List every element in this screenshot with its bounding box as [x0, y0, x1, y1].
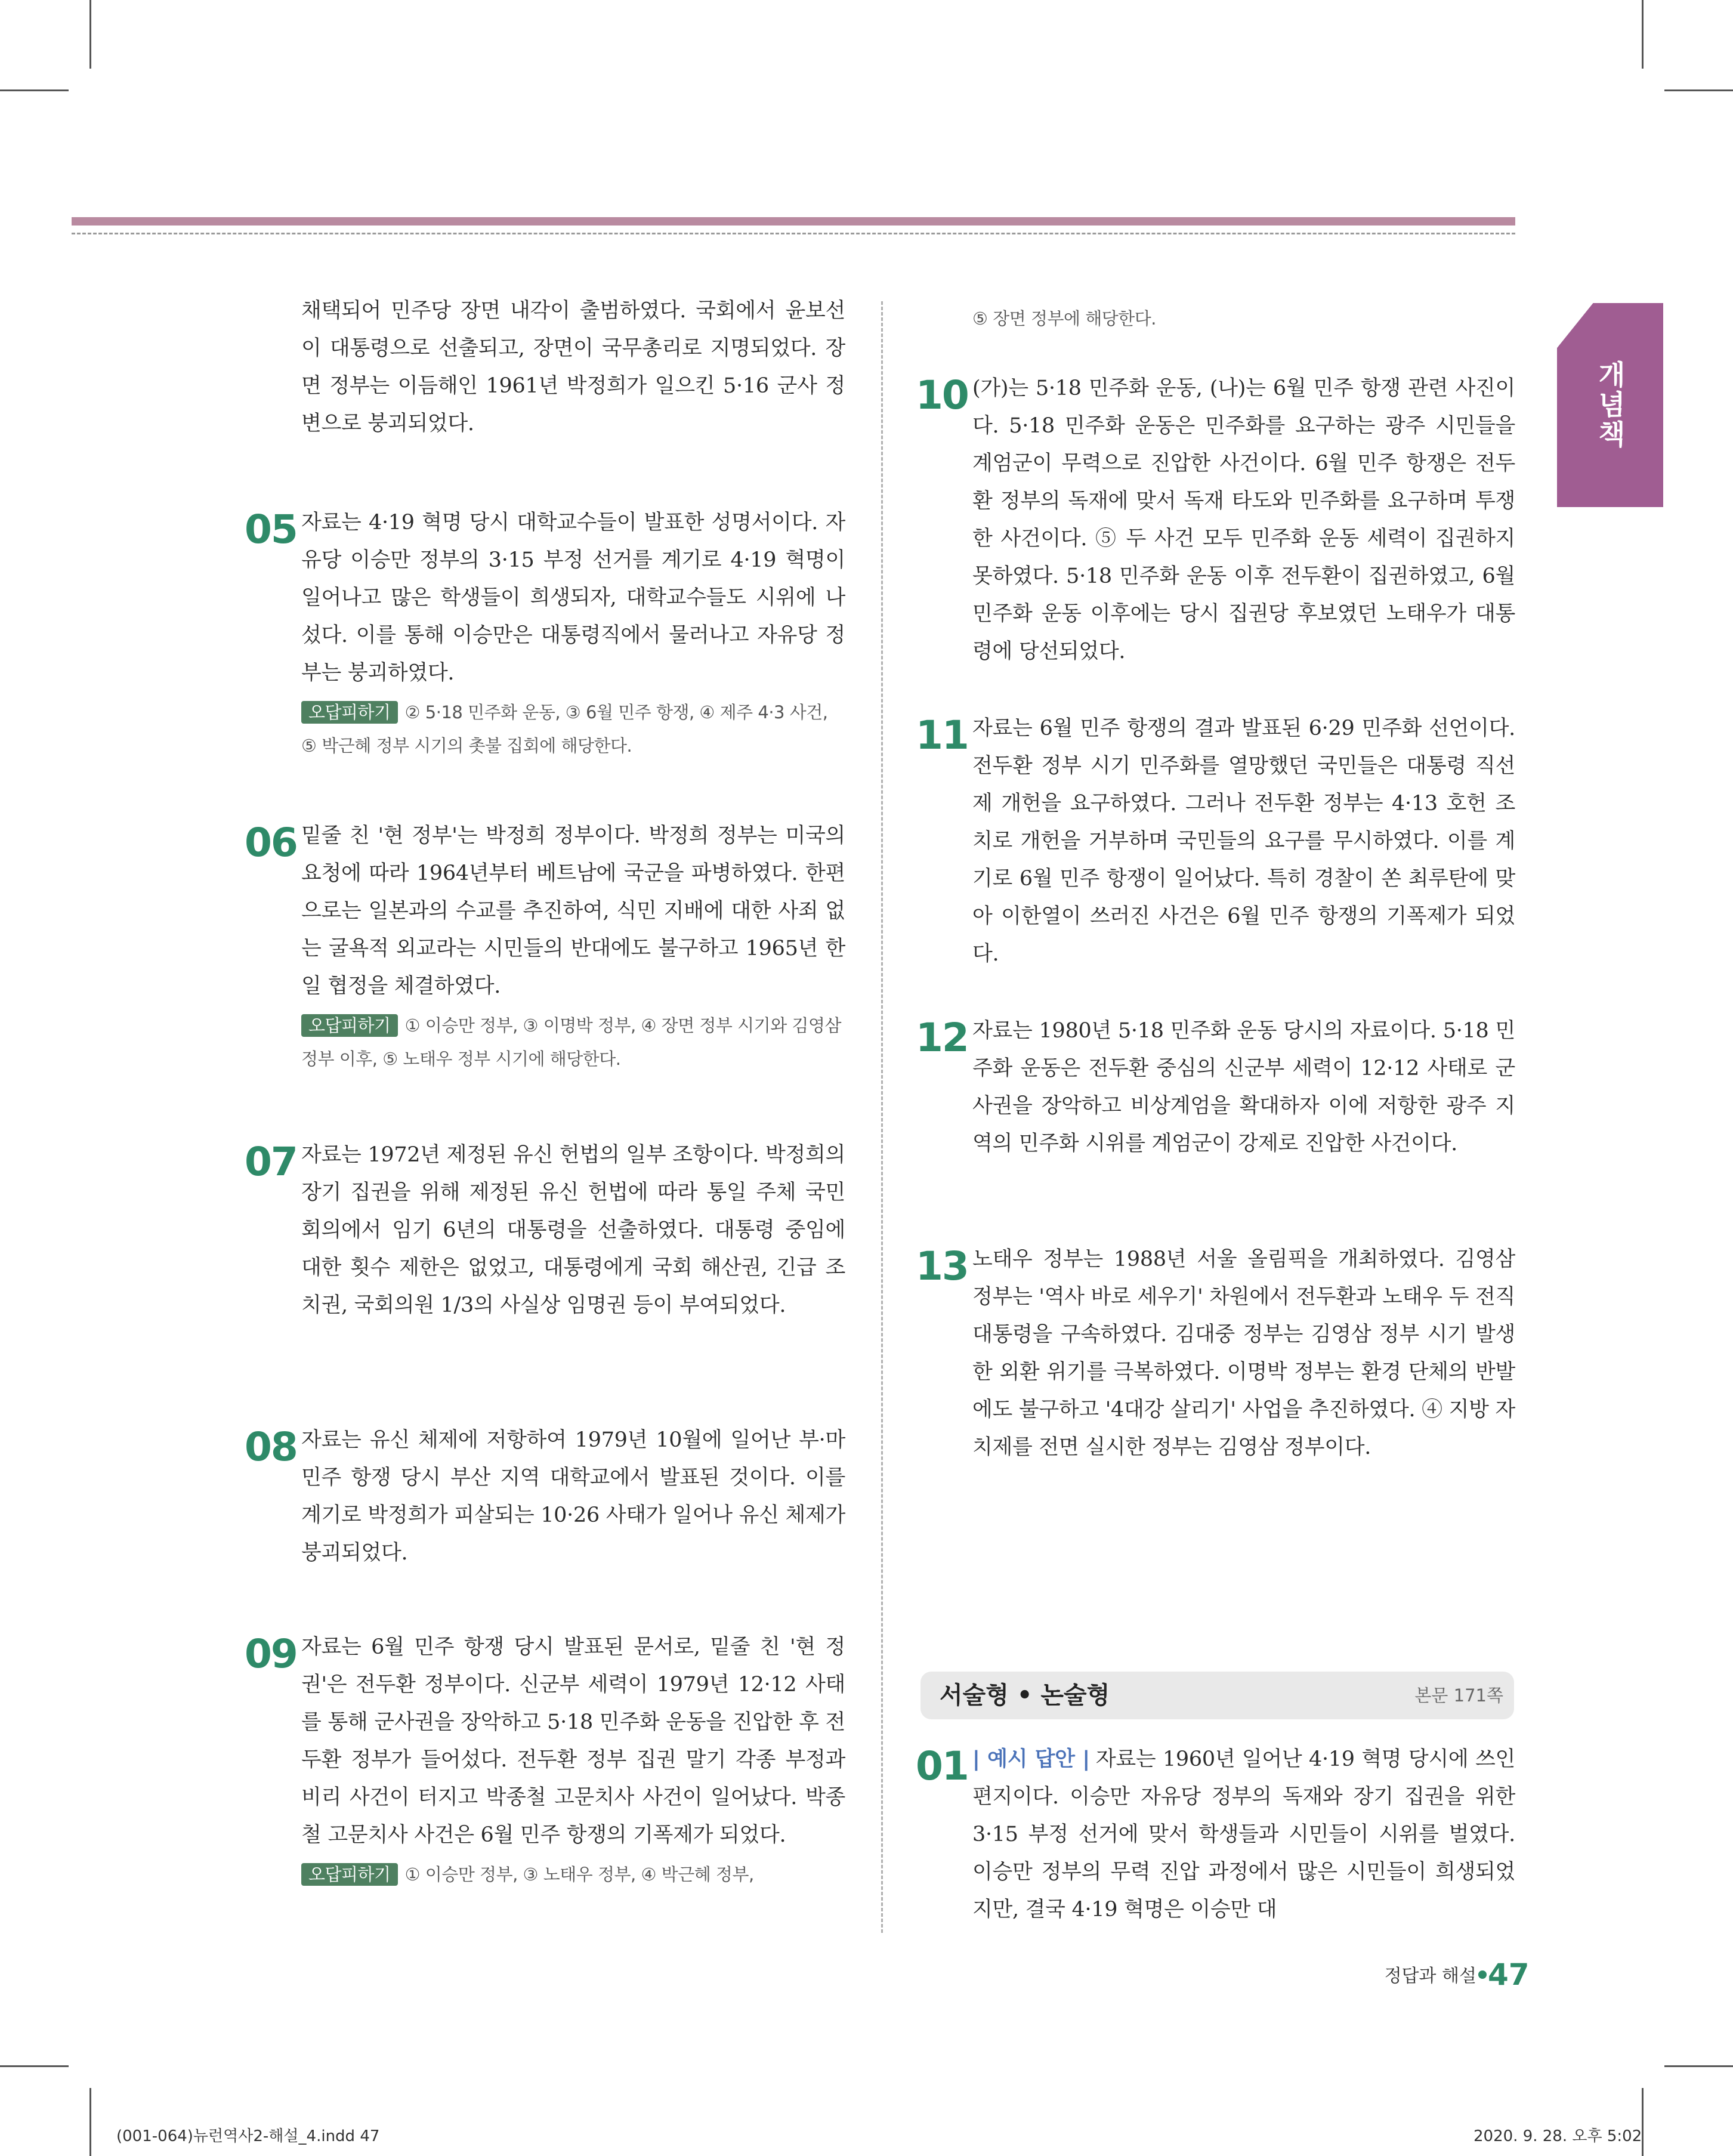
crop-mark — [1642, 0, 1644, 69]
item-text: 자료는 4·19 혁명 당시 대학교수들이 발표한 성명서이다. 자유당 이승만 정부의 3·15 부정 선거를 계기로 4·19 혁명이 일어나고 많은 학생들이 희생되자, 대학교수들도 시위에 나섰다. 이를 통해 이승만은 대통령직에서 물러나고 자유당 정부는 붕괴하였다. — [301, 511, 845, 685]
essay-item-01 — [972, 1741, 1515, 1929]
slug-file-name: (001-064)뉴런역사2-해설_4.indd 47 — [116, 2127, 380, 2145]
tip-block — [301, 696, 845, 762]
answer-item-09 — [301, 1629, 845, 1891]
answer-item-06 — [301, 817, 845, 1076]
tip-badge: 오답피하기 — [301, 701, 398, 724]
tip-text: ① 이승만 정부, ③ 이명박 정부, ④ 장면 정부 시기와 김영삼 정부 이후, ⑤ 노태우 정부 시기에 해당한다. — [301, 1015, 841, 1069]
answer-item-11 — [972, 710, 1515, 973]
tip-text: ① 이승만 정부, ③ 노태우 정부, ④ 박근혜 정부, — [404, 1864, 754, 1885]
header-bar — [72, 217, 1515, 226]
answer-item-13 — [972, 1241, 1515, 1466]
column-divider — [881, 301, 883, 1933]
footer-label: 정답과 해설 — [1384, 1966, 1476, 1987]
item-number: 08 — [245, 1424, 297, 1470]
item-text: 노태우 정부는 1988년 서울 올림픽을 개최하였다. 김영삼 정부는 '역사 바로 세우기' 차원에서 전두환과 노태우 두 전직 대통령을 구속하였다. 김대중 정부는 김영삼 정부 시기 발생한 외환 위기를 극복하였다. 이명박 정부는 환경 단체의 반발에도 불구하고 '4대강 살리기' 사업을 추진하였다. ④ 지방 자치제를 전면 실시한 정부는 김영삼 정부이다. — [972, 1247, 1515, 1459]
tip-badge: 오답피하기 — [301, 1014, 398, 1037]
continuation — [972, 298, 1515, 335]
item-number: 13 — [916, 1243, 968, 1289]
crop-mark — [89, 2088, 91, 2156]
crop-mark — [0, 2065, 69, 2067]
item-number: 07 — [245, 1139, 297, 1185]
page-number: 47 — [1488, 1957, 1530, 1992]
answer-item-12 — [972, 1012, 1515, 1163]
item-number: 11 — [916, 712, 968, 758]
crop-mark — [1664, 89, 1733, 91]
item-text: 밑줄 친 '현 정부'는 박정희 정부이다. 박정희 정부는 미국의 요청에 따라 1964년부터 베트남에 국군을 파병하였다. 한편으로는 일본과의 수교를 추진하여, 식민 지배에 대한 사죄 없는 굴욕적 외교라는 시민들의 반대에도 불구하고 1965년 한일 협정을 체결하였다. — [301, 824, 845, 998]
item-text: 자료는 유신 체제에 저항하여 1979년 10월에 일어난 부·마 민주 항쟁 당시 부산 지역 대학교에서 발표된 것이다. 이를 계기로 박정희가 피살되는 10·26 사태가 일어나 유신 체제가 붕괴되었다. — [301, 1428, 845, 1565]
item-number: 09 — [245, 1631, 297, 1677]
header-dashed-rule — [72, 233, 1515, 234]
answer-item-07 — [301, 1136, 845, 1324]
item-text: 자료는 1972년 제정된 유신 헌법의 일부 조항이다. 박정희의 장기 집권을 위해 제정된 유신 헌법에 따라 통일 주체 국민 회의에서 임기 6년의 대통령을 선출하였다. 대통령 중임에 대한 횟수 제한은 없었고, 대통령에게 국회 해산권, 긴급 조치권, 국회의원 1/3의 사실상 임명권 등이 부여되었다. — [301, 1143, 845, 1317]
tip-block — [301, 1009, 845, 1076]
item-text: 자료는 6월 민주 항쟁 당시 발표된 문서로, 밑줄 친 '현 정권'은 전두환 정부이다. 신군부 세력이 1979년 12·12 사태를 통해 군사권을 장악하고 5·18 민주화 운동을 진압한 후 전두환 정부가 들어섰다. 전두환 정부 집권 말기 각종 부정과 비리 사건이 터지고 박종철 고문치사 사건이 일어났다. 박종철 고문치사 사건은 6월 민주 항쟁의 기폭제가 되었다. — [301, 1635, 845, 1847]
crop-mark — [89, 0, 91, 69]
crop-mark — [0, 89, 69, 91]
item-number: 01 — [916, 1743, 968, 1789]
intro-text: 채택되어 민주당 장면 내각이 출범하였다. 국회에서 윤보선이 대통령으로 선출되고, 장면이 국무총리로 지명되었다. 장면 정부는 이듬해인 1961년 박정희가 일으킨 5·16 군사 정변으로 붕괴되었다. — [301, 299, 845, 435]
tip-block — [301, 1858, 845, 1891]
example-answer-text: 자료는 1960년 일어난 4·19 혁명 당시에 쓰인 편지이다. 이승만 자유당 정부의 독재와 장기 집권을 위한 3·15 부정 선거에 맞서 학생들과 시민들이 시위를 벌였다. 이승만 정부의 무력 진압 과정에서 많은 시민들이 희생되었지만, 결국 4·19 혁명은 이승만 대 — [972, 1747, 1515, 1922]
footer-dot — [1478, 1970, 1487, 1979]
crop-mark — [1664, 2065, 1733, 2067]
tip-badge: 오답피하기 — [301, 1863, 398, 1886]
item-text: 자료는 6월 민주 항쟁의 결과 발표된 6·29 민주화 선언이다. 전두환 정부 시기 민주화를 열망했던 국민들은 대통령 직선제 개헌을 요구하였다. 그러나 전두환 정부는 4·13 호헌 조치로 개헌을 거부하며 국민들의 요구를 무시하였다. 이를 계기로 6월 민주 항쟁이 일어났다. 특히 경찰이 쏜 최루탄에 맞아 이한열이 쓰러진 사건은 6월 민주 항쟁의 기폭제가 되었다. — [972, 716, 1515, 966]
continuation-text: ⑤ 장면 정부에 해당한다. — [972, 308, 1156, 329]
section-title: 서술형 • 논술형 — [940, 1682, 1110, 1709]
tip-text: ② 5·18 민주화 운동, ③ 6월 민주 항쟁, ④ 제주 4·3 사건, ⑤ 박근혜 정부 시기의 촛불 집회에 해당한다. — [301, 702, 828, 756]
item-number: 12 — [916, 1015, 968, 1061]
answer-item-05 — [301, 504, 845, 762]
item-text: (가)는 5·18 민주화 운동, (나)는 6월 민주 항쟁 관련 사진이다. 5·18 민주화 운동은 민주화를 요구하는 광주 시민들을 계엄군이 무력으로 진압한 사건이다. 6월 민주 항쟁은 전두환 정부의 독재에 맞서 독재 타도와 민주화를 요구하며 투쟁한 사건이다. ⑤ 두 사건 모두 민주화 운동 세력이 집권하지 못하였다. 5·18 민주화 운동 이후 전두환이 집권하였고, 6월 민주화 운동 이후에는 당시 집권당 후보였던 노태우가 대통령에 당선되었다. — [972, 376, 1515, 663]
crop-mark — [1642, 2088, 1644, 2156]
side-tab-label: 개념책 — [1594, 360, 1626, 450]
item-number: 05 — [245, 506, 297, 552]
slug-timestamp: 2020. 9. 28. 오후 5:02 — [1473, 2127, 1642, 2145]
item-number: 10 — [916, 372, 968, 418]
left-intro — [301, 292, 845, 443]
example-answer-label: | 예시 답안 | — [972, 1747, 1090, 1771]
answer-item-08 — [301, 1422, 845, 1572]
item-text — [972, 1741, 1515, 1929]
item-number: 06 — [245, 820, 297, 866]
answer-item-10 — [972, 370, 1515, 671]
item-text: 자료는 1980년 5·18 민주화 운동 당시의 자료이다. 5·18 민주화 운동은 전두환 중심의 신군부 세력이 12·12 사태로 군사권을 장악하고 비상계엄을 확대하자 이에 저항한 광주 지역의 민주화 시위를 계엄군이 강제로 진압한 사건이다. — [972, 1019, 1515, 1156]
section-page-ref: 본문 171쪽 — [1414, 1685, 1503, 1706]
